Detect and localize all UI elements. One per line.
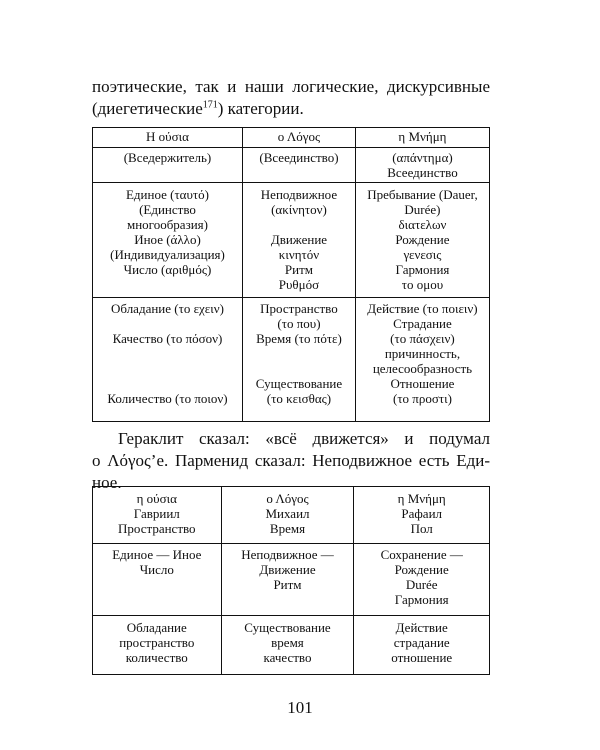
cell-line: количество: [125, 650, 188, 665]
table-cell: [355, 298, 489, 422]
intro-line-2: [92, 98, 490, 120]
para2-line-3: ное.: [92, 473, 122, 492]
table-cell: [354, 544, 490, 616]
cell-line: διατελων: [398, 217, 447, 232]
cell-line: Всеединство: [387, 165, 458, 180]
cell-line: (Единство: [139, 202, 196, 217]
heraclitus-paragraph: [92, 428, 490, 494]
para2-line-2: о Λόγος’е. Парменид сказал: Неподвижное есть Еди-: [92, 451, 490, 470]
spacer: [96, 376, 239, 391]
cell-line: Движение: [259, 562, 316, 577]
table-row: [93, 148, 490, 183]
intro-paragraph: [92, 76, 490, 120]
cell-line: κινητόν: [278, 247, 320, 262]
cell-line: Обладание (το εχειν): [111, 301, 224, 316]
cell-line: Время: [269, 521, 306, 536]
cell-line: Действие: [395, 620, 448, 635]
table-cell: [243, 183, 356, 298]
cell-line: Рождение: [395, 232, 450, 247]
archangels-table: [92, 486, 490, 675]
cell-line: Ритм: [273, 577, 302, 592]
table-cell: [93, 183, 243, 298]
cell-line: причинность,: [384, 346, 461, 361]
cell-line: Число: [139, 562, 174, 577]
cell-line: Ρυθμόσ: [278, 277, 320, 292]
cell-line: Существование: [255, 376, 343, 391]
cell-line: (το που): [277, 316, 321, 331]
cell-line: (το κεισθας): [266, 391, 332, 406]
spacer: [246, 217, 352, 232]
table-cell: [93, 298, 243, 422]
cell-line: Неподвижное: [260, 187, 338, 202]
intro-line-2-end: ) категории.: [217, 99, 304, 118]
intro-line-2-text: (диегетические: [92, 99, 203, 118]
cell-line: Движение: [270, 232, 328, 247]
cell-line: (απάντημα): [392, 150, 453, 165]
cell-line: Сохранение —: [380, 547, 463, 562]
spacer: [246, 361, 352, 376]
table-cell: [355, 148, 489, 183]
table-cell: [221, 487, 354, 544]
cell-line: Пространство: [118, 521, 196, 536]
table-cell: [355, 183, 489, 298]
cell-line: Количество (το ποιον): [107, 391, 228, 406]
cell-line: Время (το πότε): [256, 331, 342, 346]
cell-line: Существование: [244, 620, 331, 635]
header-ousia: Η ούσια: [93, 128, 243, 148]
cell-line: η ούσια: [136, 491, 177, 506]
table-cell: [221, 544, 354, 616]
spacer: [246, 346, 352, 361]
cell-line: η Μνήμη: [397, 491, 446, 506]
table-cell: [93, 487, 222, 544]
cell-line: Единое — Иное: [112, 547, 202, 562]
cell-line: Рафаил: [401, 506, 443, 521]
categories-table: [92, 127, 490, 422]
cell-line: Иное (άλλο): [134, 232, 201, 247]
table-row: [93, 298, 490, 422]
cell-line: (ακίνητον): [271, 202, 327, 217]
header-logos: ο Λόγος: [243, 128, 356, 148]
cell-line: Рождение: [394, 562, 449, 577]
table-row: [93, 183, 490, 298]
cell-line: το ομου: [401, 277, 444, 292]
table-row: [93, 487, 490, 544]
cell-line: Пространство: [260, 301, 338, 316]
cell-line: Durée: [405, 577, 438, 592]
table-cell: [93, 544, 222, 616]
cell-line: многообразия): [127, 217, 208, 232]
footnote-ref[interactable]: 171: [202, 99, 218, 111]
para2-line-1: [92, 428, 490, 450]
intro-line-1: поэтические, так и наши логические, дискурсивные: [92, 77, 490, 96]
table-cell: [221, 616, 354, 675]
cell-line: целесообразность: [372, 361, 473, 376]
table-cell: [354, 616, 490, 675]
spacer: [96, 316, 239, 331]
cell-line: (το πάσχειν): [390, 331, 455, 346]
cell-line: Durée): [404, 202, 441, 217]
cell-line: ο Λόγος: [266, 491, 309, 506]
table-cell: [243, 298, 356, 422]
table-cell: [243, 148, 356, 183]
cell-line: время: [271, 635, 304, 650]
spacer: [96, 346, 239, 361]
cell-line: Страдание: [393, 316, 452, 331]
cell-line: качество: [263, 650, 312, 665]
cell-line: Ритм: [284, 262, 314, 277]
cell-line: Гавриил: [133, 506, 180, 521]
cell-line: (Индивидуализация): [110, 247, 225, 262]
cell-line: пространство: [119, 635, 195, 650]
cell-line: Обладание: [126, 620, 187, 635]
spacer: [96, 361, 239, 376]
cell-line: (Вседержитель): [123, 150, 212, 165]
cell-line: Неподвижное —: [241, 547, 334, 562]
table-row: [93, 128, 490, 148]
cell-line: Гармония: [394, 592, 449, 607]
cell-line: Пол: [410, 521, 433, 536]
cell-line: Число (αριθμός): [123, 262, 212, 277]
table-cell: [354, 487, 490, 544]
cell-line: Пребывание (Dauer,: [367, 187, 478, 202]
cell-line: Единое (ταυτό): [125, 187, 209, 202]
cell-line: Гармония: [395, 262, 450, 277]
table-cell: [93, 148, 243, 183]
header-mneme: η Μνήμη: [355, 128, 489, 148]
table-row: [93, 616, 490, 675]
cell-line: Михаил: [265, 506, 310, 521]
cell-line: Качество (το πόσον): [112, 331, 223, 346]
cell-line: (Всеединство): [259, 150, 339, 165]
cell-line: страдание: [393, 635, 450, 650]
cell-line: отношение: [391, 650, 453, 665]
table-row: [93, 544, 490, 616]
cell-line: γενεσις: [403, 247, 442, 262]
cell-line: Отношение: [390, 376, 455, 391]
table-cell: [93, 616, 222, 675]
page-number: 101: [287, 698, 313, 717]
para2-line-1-text: Гераклит сказал: «всё движется» и подумал: [118, 429, 490, 448]
cell-line: (το προστι): [393, 391, 452, 406]
cell-line: Действие (το ποιειν): [367, 301, 478, 316]
